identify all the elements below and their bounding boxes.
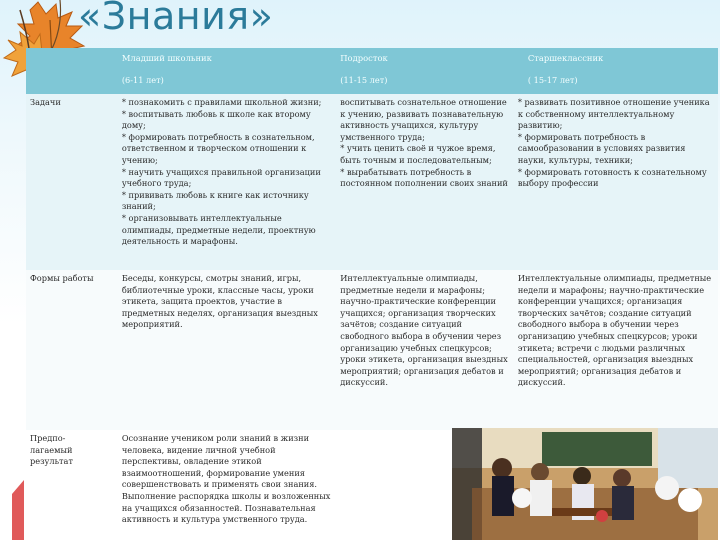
table-cell: Осознание учеником роли знаний в жизни человека, видение личной учебной перспективы, овладение этикой взаимоотношений, формирование умения совершенствовать и применять свои знания. Выполнение распорядка школы и возложенных на учащихся обязанностей. Познавательная активность и культура умственного труда. [118,430,336,546]
row-label: Формы работы [26,270,118,430]
red-ribbon-decoration [12,480,24,540]
table-row [26,270,718,430]
classroom-photo [452,428,718,540]
row-label: Задачи [26,94,118,270]
header-col3: Старшеклассник [514,48,718,72]
age-col3: ( 15-17 лет) [514,72,718,94]
header-col1: Младший школьник [118,48,336,72]
table-cell: * познакомить с правилами школьной жизни; * воспитывать любовь к школе как второму дому; * формировать потребность в сознательном, ответственном и творческом отношении к учению; * научить учащихся правильной организации учебного труда; * прививать любовь к книге как источнику знаний; * организовывать интеллектуальные олимпиады, предметные недели, проектную деятельность и марафоны. [118,94,336,270]
table-cell: Интеллектуальные олимпиады, предметные недели и марафоны; научно-практические конференции учащихся; организация творческих зачётов; создание ситуаций свободного выбора в обучении через организацию учебных спецкурсов; уроки этикета, организация выездных мероприятий; организация дебатов и дискуссий. [336,270,514,430]
row-label: Предпо- лагаемый результат [26,430,118,546]
header-empty-cell [26,48,118,72]
table-row [26,94,718,270]
page-title: «Знания» [78,0,274,38]
table-cell: * развивать позитивное отношение ученика к собственному интеллектуальному развитию; * формировать потребность в самообразовании в условиях развития науки, культуры, техники; * формировать готовность к сознательному выбору профессии [514,94,718,270]
header-row [26,48,718,72]
age-col1: (6-11 лет) [118,72,336,94]
table-cell: Беседы, конкурсы, смотры знаний, игры, библиотечные уроки, классные часы, уроки этикета, защита проектов, участие в предметных неделях, организация выездных мероприятий. [118,270,336,430]
table-cell: Интеллектуальные олимпиады, предметные недели и марафоны; научно-практические конференции учащихся; организация творческих зачётов; создание ситуаций свободного выбора в обучении через организацию учебных спецкурсов; уроки этикета; встречи с людьми различных специальностей, организация выездных мероприятий; организация дебатов и дискуссий. [514,270,718,430]
age-row [26,72,718,94]
table-cell: воспитывать сознательное отношение к учению, развивать познавательную активность учащихся, культуру умственного труда; * учить ценить своё и чужое время, быть точным и последовательным; * вырабатывать потребность в постоянном пополнении своих знаний [336,94,514,270]
age-col2: (11-15 лет) [336,72,514,94]
age-empty-cell [26,72,118,94]
header-col2: Подросток [336,48,514,72]
